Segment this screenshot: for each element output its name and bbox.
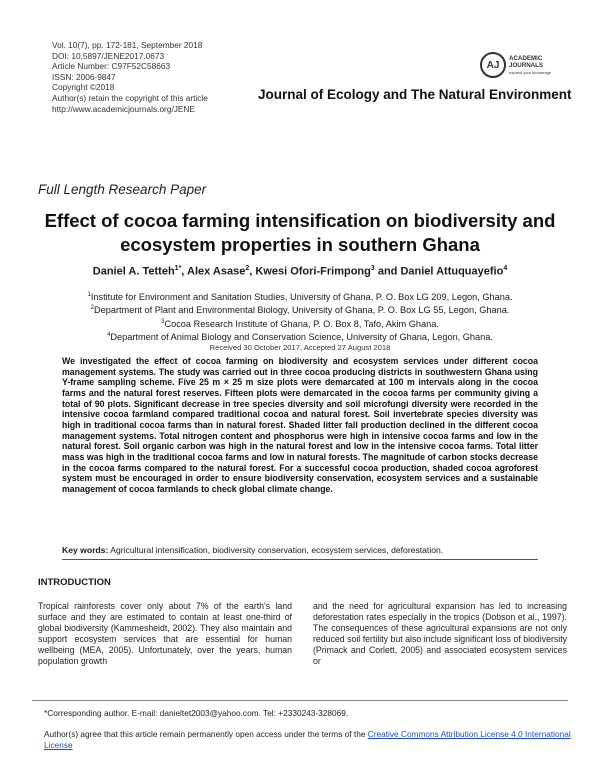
author-name: Daniel Attuquayefio [400,265,504,278]
affiliation-text: Institute for Environment and Sanitation Studies, University of Ghana, P. O. Box LG 209, Legon, Ghana. [90,292,513,303]
license-text: Author(s) agree that this article remain permanently open access under the terms of the [44,729,368,739]
affiliation-mark: 4 [107,332,111,339]
introduction-heading: INTRODUCTION [38,577,111,588]
author-affiliation-mark: 3 [370,265,375,272]
article-metadata [52,40,208,114]
volume-info: Vol. 10(7), pp. 172-181, September 2018 [52,40,203,50]
author-separator: and [374,265,401,278]
affiliations [30,290,570,343]
paper-title: Effect of cocoa farming intensification on biodiversity and ecosystem properties in southern Ghana [44,210,556,255]
paper-type: Full Length Research Paper [38,182,207,197]
keywords [62,545,538,555]
journal-name: Journal of Ecology and The Natural Environment [258,87,572,102]
logo-mark: AJ [480,52,506,78]
affiliation [30,303,570,316]
received-dates: Received 30 October 2017, Accepted 27 August 2018 [209,343,391,352]
intro-column-right: and the need for agricultural expansion has led to increasing deforestation rates especially in the tropics (Dobson et al., 1997). The consequences of these agricultural expansions are not only reduced soil fertility but also include significant loss of biodiversity (Primack and Corlett, 2005) and associated ecosystem services or [313,601,567,666]
corresponding-author: *Corresponding author. E-mail: danieltet2003@yahoo.com. Tel: +2330243-328069. [44,708,349,718]
abstract: We investigated the effect of cocoa farming on biodiversity and ecosystem services under different cocoa management systems. The study was carried out in three cocoa producing districts in southwestern Ghana using Y-frame sampling scheme. Five 25 m × 25 m size plots were demarcated at 100 m intervals along in the cocoa farms and the natural forest reserves. Fifteen plots were demarcated in the cocoa farms per community giving a total of 90 plots. Significant decrease in tree species diversity and soil microfungi diversity were recorded in the intensive cocoa farmland compared traditional cocoa and natural forest. Soil invertebrate species diversity was high in traditional cocoa farms than in natural forest. Shaded litter fall production declined in the different cocoa management systems. Total nitrogen content and phosphorus were high in intensive cocoa farms and low in the natural forest. Soil organic carbon was high in the natural forest and low in the intensive cocoa farms. Total litter mass was high in the traditional cocoa farms and low in natural forests. The magnitude of carbon stocks decrease in the cocoa farms compared to the natural forest. For a successful cocoa production, shaded cocoa agroforest system must be encouraged in order to ensure biodiversity conservation, ecosystem services and a sustainable management of cocoa farmlands to check global climate change. [62,356,538,494]
author-separator: , [249,265,256,278]
article-number: Article Number: C97F52C58663 [52,61,171,72]
author-separator: , [181,265,188,278]
affiliation [30,330,570,343]
journal-url[interactable]: http://www.academicjournals.org/JENE [52,103,195,114]
logo-line-3: expand your knowledge [509,69,552,75]
affiliation-mark: 3 [161,318,165,325]
author-affiliation-mark: 4 [503,265,508,272]
author-affiliation-mark: 2 [245,265,250,272]
copyright: Copyright ©2018 [52,82,115,93]
affiliation-text: Department of Animal Biology and Conservation Science, University of Ghana, Legon, Ghana. [110,332,493,343]
affiliation [30,290,570,303]
license-link[interactable]: Creative Commons Attribution License 4.0 International License [44,729,571,750]
logo-line-2: JOURNALS [509,61,544,69]
intro-column-left: Tropical rainforests cover only about 7% of the earth's land surface and they are estimated to contain at least one-third of global biodiversity (Kammesheidt, 2002). They also maintain and support ecosystem services that are essential for human wellbeing (MEA, 2005). Unfortunately, over the years, human population growth [38,601,292,666]
author-affiliation-mark: 1* [174,265,182,272]
author-list [30,265,570,278]
affiliation-text: Department of Plant and Environmental Biology, University of Ghana, P. O. Box LG 55, Legon, Ghana. [93,305,510,316]
author-name: Alex Asase [187,265,246,278]
logo-line-1: ACADEMIC [509,54,543,62]
doi: DOI: 10.5897/JENE2017.0673 [52,50,165,61]
keywords-text: Agricultural intensification, biodiversity conservation, ecosystem services, deforestation. [110,545,444,555]
keywords-label: Key words: [62,545,109,555]
footnote-divider [32,700,568,701]
affiliation-mark: 2 [90,305,94,312]
logo-text [509,55,551,76]
academic-journals-logo [480,52,551,78]
issn: ISSN: 2006-9847 [52,71,116,82]
affiliation-text: Cocoa Research Institute of Ghana, P. O. Box 8, Tafo, Akim Ghana. [164,318,439,329]
affiliation-mark: 1 [87,292,91,298]
affiliation [30,317,570,330]
author-name: Kwesi Ofori-Frimpong [255,265,371,278]
copyright-note: Author(s) retain the copyright of this article [52,92,208,103]
license-note [44,729,584,750]
author-name: Daniel A. Tetteh [92,265,175,278]
keywords-divider [62,559,538,560]
